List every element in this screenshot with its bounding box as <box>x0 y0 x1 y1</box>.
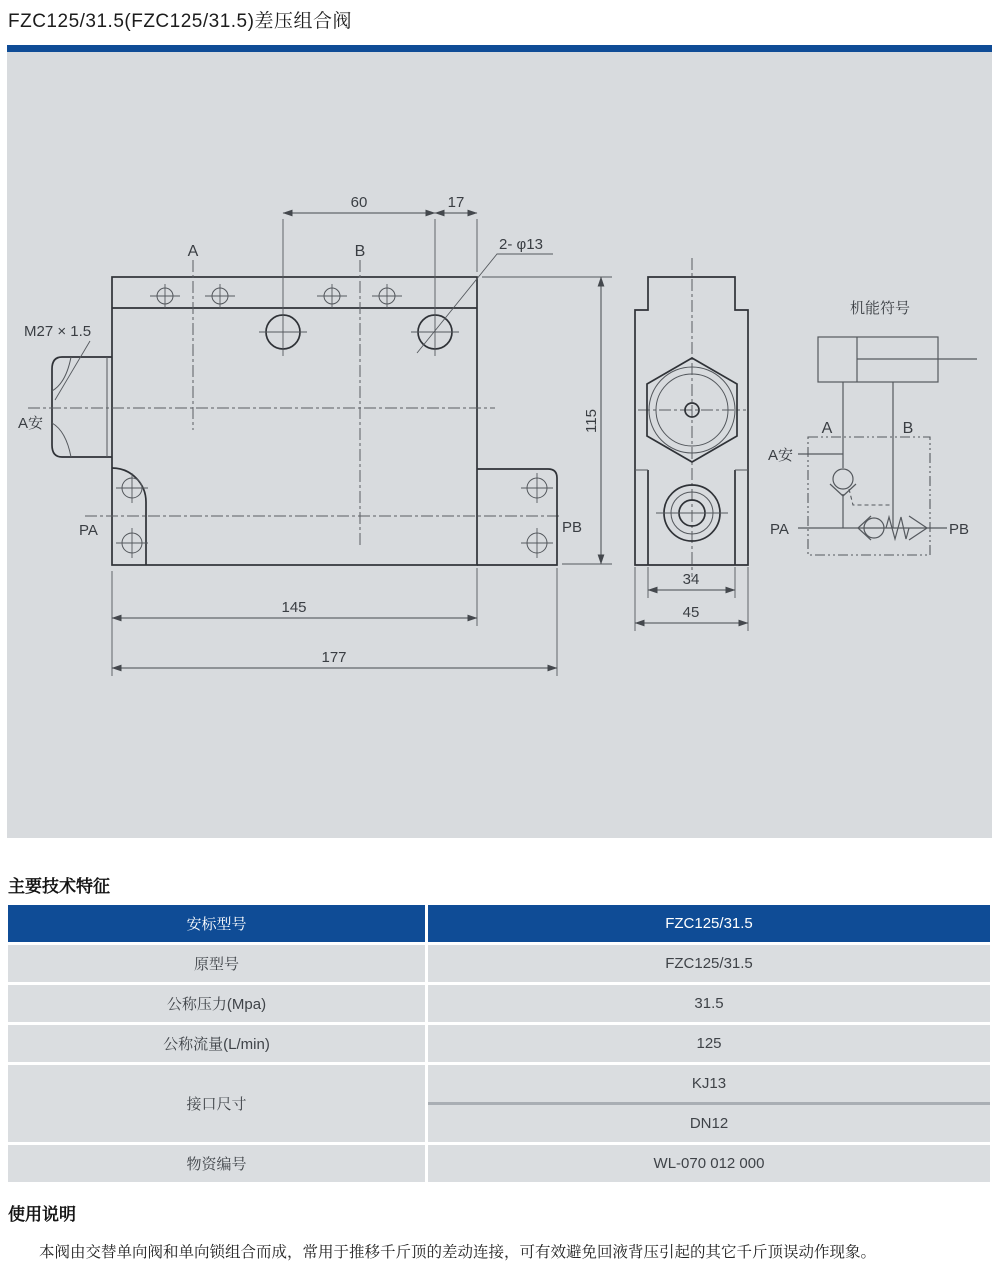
row-value: WL-070 012 000 <box>428 1145 990 1182</box>
schematic-label-a-safe: A安 <box>768 447 794 464</box>
drawing-panel <box>7 52 992 838</box>
table-row-merged <box>8 1065 990 1142</box>
hole-note: 2- φ13 <box>499 236 543 253</box>
dim-17: 17 <box>447 194 465 211</box>
table-header-row <box>8 905 990 942</box>
label-b: B <box>354 243 366 260</box>
mounting-holes <box>259 313 459 356</box>
schematic-symbol <box>768 300 977 555</box>
table-header-value: FZC125/31.5 <box>428 905 990 942</box>
dim-34: 34 <box>682 571 700 588</box>
port-a-safe-label: A安 <box>18 415 44 432</box>
check-valve-a <box>830 469 893 505</box>
usage-text: 本阀由交替单向阀和单向锁组合而成，常用于推移千斤顶的差动连接，可有效避免回液背压引起的其它千斤顶误动作现象。 <box>39 1244 877 1261</box>
schematic-title: 机能符号 <box>849 300 911 317</box>
front-view <box>18 194 612 676</box>
page-title: FZC125/31.5(FZC125/31.5)差压组合阀 <box>8 11 352 32</box>
table-row <box>8 1145 990 1182</box>
row-value: 125 <box>428 1025 990 1062</box>
row-label: 公称压力(Mpa) <box>8 985 425 1022</box>
table-row <box>8 945 990 982</box>
dim-45: 45 <box>682 604 700 621</box>
dim-177: 177 <box>321 649 347 666</box>
row-value-2: DN12 <box>428 1105 990 1142</box>
side-view <box>635 258 748 631</box>
schematic-label-a: A <box>821 420 833 437</box>
row-label: 接口尺寸 <box>8 1065 425 1142</box>
row-value: FZC125/31.5 <box>428 945 990 982</box>
dim-60: 60 <box>350 194 368 211</box>
dim-115: 115 <box>583 409 600 433</box>
row-label: 原型号 <box>8 945 425 982</box>
row-value: 31.5 <box>428 985 990 1022</box>
row-label: 公称流量(L/min) <box>8 1025 425 1062</box>
top-bolt-holes <box>150 284 402 308</box>
technical-drawing <box>7 52 992 838</box>
thread-note: M27 × 1.5 <box>24 323 92 340</box>
usage-heading: 使用说明 <box>8 1205 76 1224</box>
port-pa-label: PA <box>79 522 98 539</box>
port-pb-label: PB <box>562 519 583 536</box>
table-header-label: 安标型号 <box>8 905 425 942</box>
schematic-label-pb: PB <box>949 521 970 538</box>
row-value-1: KJ13 <box>428 1065 990 1102</box>
label-a: A <box>187 243 199 260</box>
schematic-label-b: B <box>902 420 914 437</box>
pb-flange <box>477 469 557 565</box>
table-row <box>8 985 990 1022</box>
spec-table <box>8 905 990 1185</box>
row-label: 物资编号 <box>8 1145 425 1182</box>
dim-145: 145 <box>281 599 307 616</box>
hex-fitting-side <box>52 357 112 457</box>
accent-bar <box>7 45 992 52</box>
cylinder-symbol <box>818 337 977 382</box>
tech-specs-heading: 主要技术特征 <box>8 877 110 896</box>
schematic-label-pa: PA <box>770 521 789 538</box>
table-row <box>8 1025 990 1062</box>
